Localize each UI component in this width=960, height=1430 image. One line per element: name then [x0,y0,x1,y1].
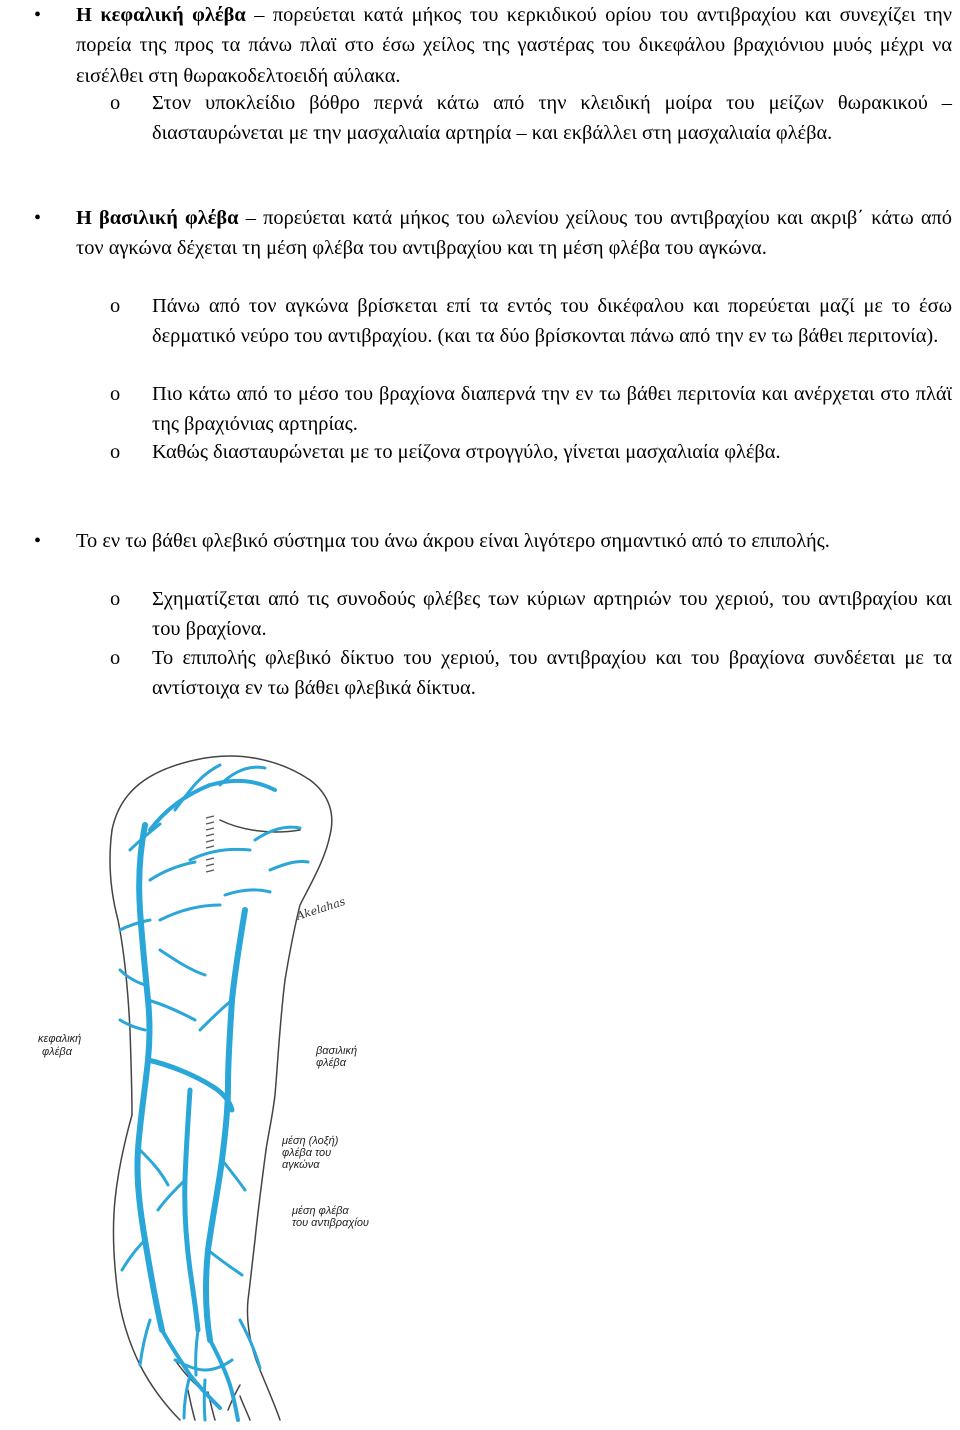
label-median-cubital-line2: φλέβα του [282,1147,332,1159]
sub-marker: o [110,295,121,317]
label-cephalic-line1: κεφαλική [38,1033,82,1045]
sub-text: Το επιπολής φλεβικό δίκτυο του χεριού, του αντιβραχίου και του βραχίονα συνδέεται με τα αντίστοιχα εν τω βάθει φλεβικά δίκτυα. [152,647,952,700]
label-basilic-line2: φλέβα [316,1057,346,1069]
artist-signature: Akelahas [294,894,347,923]
label-median-antebrachial-line1: μέση φλέβα [292,1205,349,1217]
bullet-dot: • [34,530,42,552]
label-cephalic-line2: φλέβα [42,1046,72,1058]
text-basilic: – πορεύεται κατά μήκος του ωλενίου χείλους του αντιβραχίου και ακριβ΄ κάτω από τον αγκώνα δέχεται τη μέση φλέβα του αντιβραχίου και τη μέση φλέβα του αγκώνα. [76,207,953,260]
arm-veins-figure [0,720,960,1430]
sub-deep-2 [0,643,960,704]
sub-text: Πάνω από τον αγκώνα βρίσκεται επί τα εντός του δικέφαλου και πορεύεται μαζί με το έσω δερματικό νεύρο του αντιβραχίου. (και τα δύο βρίσκονται πάνω από την εν τω βάθει περιτονία). [152,295,952,348]
sub-text: Σχηματίζεται από τις συνοδούς φλέβες των κύριων αρτηριών του χεριού, του αντιβραχίου και του βραχίονα. [152,588,952,641]
label-basilic-line1: βασιλική [316,1045,358,1057]
term-basilic: Η βασιλική φλέβα [76,207,239,229]
label-median-cubital-line3: αγκώνα [282,1159,320,1171]
label-median-cubital-line1: μέση (λοξή) [282,1135,339,1147]
bullet-deep-system [0,526,838,556]
sub-basilic-1 [0,291,960,352]
sub-marker: o [110,647,121,669]
sub-marker: o [110,383,121,405]
sub-text: Στον υποκλείδιο βόθρο περνά κάτω από την κλειδική μοίρα του μείζων θωρακικού – διασταυρώνεται με την μασχαλιαία αρτηρία – και εκβάλλει στη μασχαλιαία φλέβα. [152,92,952,145]
label-median-antebrachial-line2: του αντιβραχίου [292,1217,369,1229]
bullet-dot: • [34,4,42,26]
bullet-cephalic [0,0,960,91]
sub-basilic-2 [0,379,960,440]
bullet-dot: • [34,207,42,229]
sub-marker: o [110,92,121,114]
figure-labels [38,1033,369,1229]
text-deep-system: Το εν τω βάθει φλεβικό σύστημα του άνω άκρου είναι λιγότερο σημαντικό από το επιπολής. [76,530,830,552]
sub-basilic-3 [0,437,789,467]
sub-text: Πιο κάτω από το μέσο του βραχίονα διαπερνά την εν τω βάθει περιτονία και ανέρχεται στο πλάϊ της βραχιόνιας αρτηρίας. [152,383,952,436]
sub-marker: o [110,588,121,610]
text-cephalic: – πορεύεται κατά μήκος του κερκιδικού ορίου του αντιβραχίου και συνεχίζει την πορεία της προς τα πάνω πλαϊ στο έσω χείλος της γαστέρας του δικεφάλου βραχιόνιου μυός μέχρι να εισέλθει στη θωρακοδελτοειδή αύλακα. [76,4,952,87]
sub-deep-1 [0,584,960,645]
sub-cephalic-1 [0,88,960,149]
sub-text: Καθώς διασταυρώνεται με το μείζονα στρογγύλο, γίνεται μασχαλιαία φλέβα. [152,441,781,463]
rib-marks [206,816,214,872]
veins [120,765,308,1420]
sub-marker: o [110,441,121,463]
bullet-basilic [0,203,960,264]
term-cephalic: Η κεφαλική φλέβα [76,4,246,26]
